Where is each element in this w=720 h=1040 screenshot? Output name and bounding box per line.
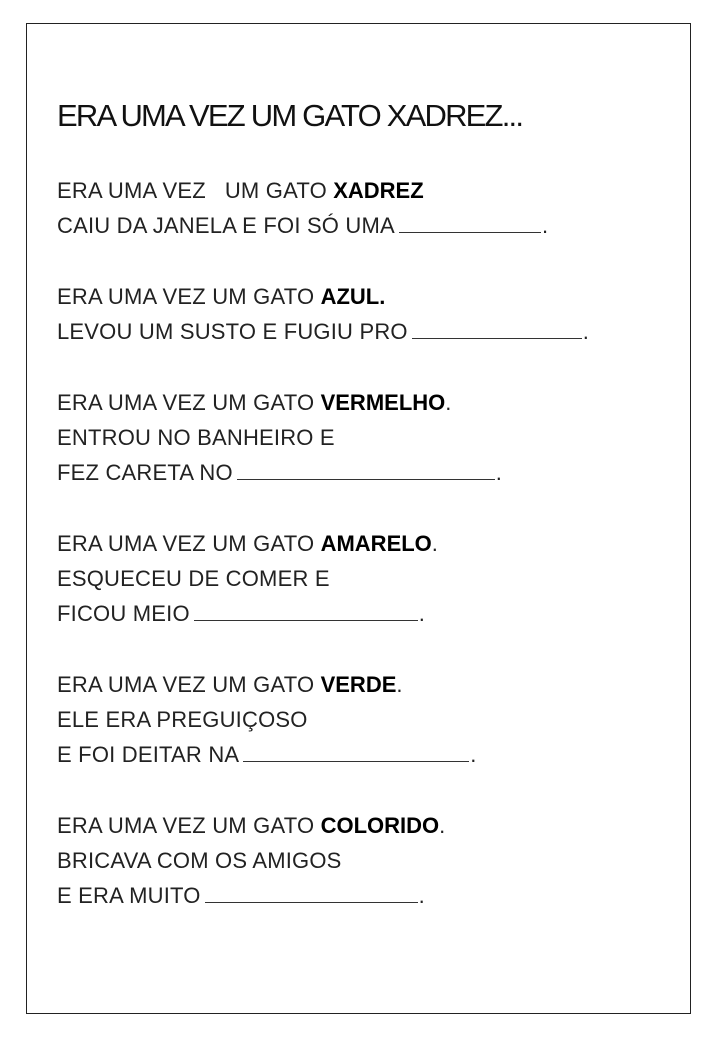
line-punctuation: . — [582, 319, 590, 344]
stanza-vermelho — [57, 385, 502, 490]
color-word: AZUL. — [320, 284, 386, 309]
line-text: ERA UMA VEZ UM GATO — [57, 531, 321, 556]
color-word: AMARELO — [320, 531, 432, 556]
color-word: VERDE — [320, 672, 397, 697]
poem-line — [57, 702, 477, 737]
page-title: ERA UMA VEZ UM GATO XADREZ... — [57, 98, 523, 133]
poem-line — [57, 878, 445, 913]
line-punctuation: . — [470, 742, 477, 767]
line-text: LEVOU UM SUSTO E FUGIU PRO — [57, 319, 408, 344]
line-punctuation: . — [439, 813, 446, 838]
poem-line — [57, 279, 589, 314]
fill-in-blank[interactable] — [205, 882, 418, 903]
line-text: FEZ CARETA NO — [57, 460, 233, 485]
fill-in-blank[interactable] — [399, 212, 541, 233]
line-text: ERA UMA VEZ UM GATO — [57, 390, 321, 415]
line-punctuation: . — [418, 601, 426, 626]
stanza-amarelo — [57, 526, 438, 631]
poem-line — [57, 385, 502, 420]
line-punctuation: . — [541, 213, 549, 238]
line-text: BRICAVA COM OS AMIGOS — [57, 848, 342, 873]
line-punctuation: . — [431, 531, 439, 556]
fill-in-blank[interactable] — [194, 600, 418, 621]
poem-line — [57, 420, 502, 455]
poem-line — [57, 843, 445, 878]
fill-in-blank[interactable] — [237, 459, 495, 480]
line-punctuation: . — [445, 390, 452, 415]
poem-line — [57, 596, 438, 631]
poem-line — [57, 455, 502, 490]
line-text: ERA UMA VEZ UM GATO — [57, 672, 321, 697]
stanza-azul — [57, 279, 589, 349]
fill-in-blank[interactable] — [412, 318, 582, 339]
poem-line — [57, 526, 438, 561]
line-text: ENTROU NO BANHEIRO E — [57, 425, 335, 450]
line-punctuation: . — [495, 460, 503, 485]
line-text: ERA UMA VEZ UM GATO — [57, 284, 321, 309]
color-word: COLORIDO — [320, 813, 440, 838]
line-punctuation: . — [418, 883, 425, 908]
line-text: ESQUECEU DE COMER E — [57, 566, 330, 591]
fill-in-blank[interactable] — [243, 741, 469, 762]
line-text: ERA UMA VEZ UM GATO — [57, 813, 321, 838]
stanza-colorido — [57, 808, 445, 913]
line-text: CAIU DA JANELA E FOI SÓ UMA — [57, 213, 395, 238]
poem-line — [57, 314, 589, 349]
color-word: XADREZ — [333, 178, 424, 203]
stanza-verde — [57, 667, 477, 772]
poem-line — [57, 561, 438, 596]
color-word: VERMELHO — [320, 390, 446, 415]
line-text: FICOU MEIO — [57, 601, 190, 626]
line-punctuation: . — [396, 672, 403, 697]
line-text: E ERA MUITO — [57, 883, 201, 908]
poem-line — [57, 737, 477, 772]
poem-line — [57, 667, 477, 702]
line-text: E FOI DEITAR NA — [57, 742, 240, 767]
line-text: ERA UMA VEZ UM GATO — [57, 178, 334, 203]
line-text: ELE ERA PREGUIÇOSO — [57, 707, 308, 732]
stanza-xadrez — [57, 173, 548, 243]
poem-line — [57, 808, 445, 843]
poem-line — [57, 208, 548, 243]
poem-line — [57, 173, 548, 208]
